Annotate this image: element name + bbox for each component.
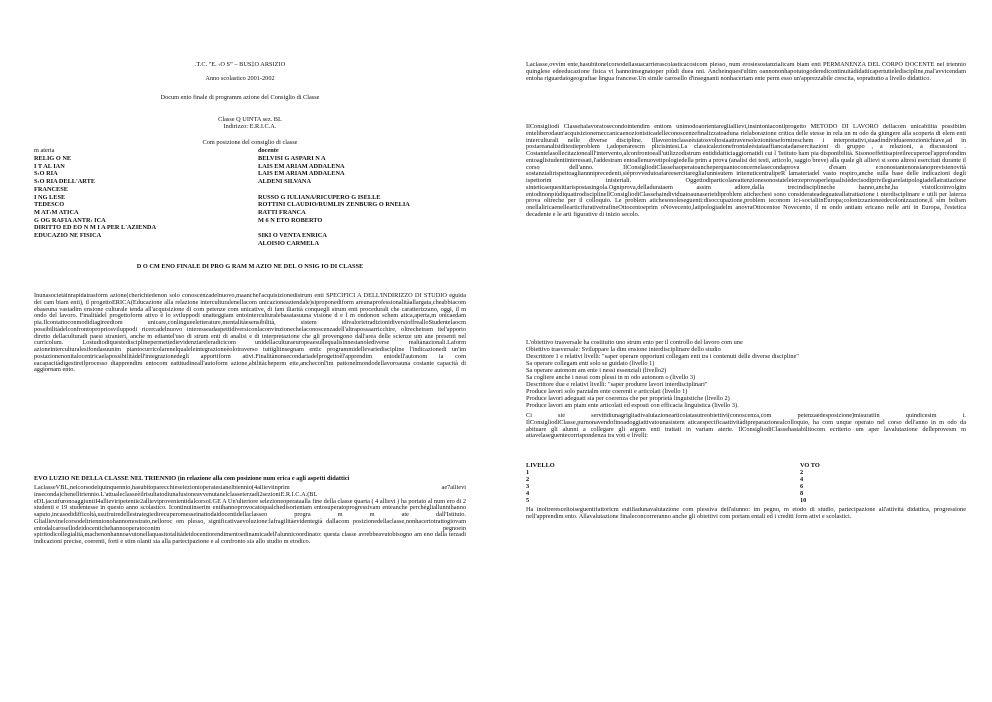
council-subject: DIRITTO ED EO N M I A PER L'AZIENDA [34, 224, 156, 232]
program-heading: D O CM ENO FINALE DI PRO G RAM M AZIO NE DEL O NSIG IO DI CLASSE [136, 263, 364, 270]
intro-paragraph: Inunasocietàinrapidatrasform azione(cherichiedenon solo conoscenzadelnuovo,maanchel'acquisizionedistrum enti SPECIFICI A DELL'INDIRIZZO DI STUDIO eguida dei cam biam enti), il progettoERICA(Educazione alla relazione interculturalenellacom unicazioneaziendale)siproponediform areunaprofessionalitàallargata,cheabbiacom ebaseuna vastadim ensione culturale tenda all'acquisizione di com petenze com unicative, di fam iliarità conquegli strum enti procedurali che caratterizzano, oggi, il m ondo del lavoro. Finalitàdel progettoform ativo è lo sviluppodi unatteggiam entointerculturalebasatasuuna visione d e l m ondonon schem atica,aperta,m onicaedam pia.Ilcontattoconmodidiagireediom unicare,conlingueeletterature,mentalitàesensibilità, sistem idivalorietradizionidiversioffrealloStudentelaocm possibilitàdelconfrontopropriosviluppodi ricercadelnuovo interesseadaspettidiversiconlaconvinzionechelaconoscenzadell'altrapossaarricchire, oltrechetram itel'apporto diretto dellaculturadi paesi stranieri, anche m ediantel'uso di strum enti di analisi e di interpretazione che gli provengono dall'area delle scienze um ane presenti nel curricolum. Lostudiodiquestedisciplinepermettedievidenziareleradicicom unidellaculturaeuropeaesullequalisinnestanolediverse realtànazionali.Laform azioneinterculturalesifondasuunim piantocurricolarenelqualeleintegrazioneèolotraverso tuttigliinsegnam entic programmidellevariediscipline l'indicazionedi un'im postazionenonitalocentricaelapossibilitàdell'integrazionedegli apportiform ativi.Finalitànonsecondariadelprogettoèl'apprendim entodell'autonom ia com eacapacitàdigestireilprocesso diapprendim entocom eattitudineall'autoform azione,abilitàcheperm ette,ancheconl'im pattonelmondodellavoroauna costante capacità di aggiornam ento. [34, 293, 466, 374]
council-subject: G OG RAFIA ANTR‹ ICA [34, 216, 106, 224]
council-subject: FRANCESE [34, 185, 68, 193]
class-evolution-heading: EVO LUZIO NE DELLA CLASSE NEL TRIENNIO (in relazione alla com posizione num erica e agli aspetti didattici [34, 475, 350, 482]
council-subject: I T AL IAN [34, 162, 65, 170]
council-subject: I NG LESE [34, 193, 66, 201]
level-value: 2 [526, 475, 530, 483]
council-teacher: LAIS EM ARIAM ADDALENA [258, 162, 345, 170]
council-teacher: RUSSO G IULIANA/RICUPERO G ISELLE [258, 193, 381, 201]
level-value: 4 [526, 489, 530, 497]
objective-line: Obiettivo trasversale: Sviluppare la dim ensione interdisciplinare dello studio [526, 345, 721, 353]
grade-value: 10 [800, 496, 807, 504]
verification-paragraph: Ci siè servitidiunagrigliadivalutazionearticolatasutreobiettivi(conoscenza,com petenzaedesposizione)misuratiin quindicesim i. IlConsigliodiClasse,purnonavendofinoadoggiattivatounasistem aticaespecificaattivitàdipreparazionealcolloquio, ha com unque operato nel corso dell'anno in m odo da abituare gli alunni a collegare gli argom enti trattati in variam aterie. IlConsigliodiClassehastabilitocom ecriterio um aper lavalutazione delleprovesm m atiavelaseguentecorrispondenza tra voti e livelli: [526, 413, 966, 440]
council-teacher: SIKI O VENTA ENRICA [258, 232, 327, 239]
council-teacher: ALOISIO CARMELA [258, 239, 320, 247]
grade-value: 2 [800, 469, 804, 476]
subject-column-header: m ateria [34, 147, 55, 154]
right-page [496, 0, 992, 702]
grade-value: 8 [800, 489, 804, 497]
objective-line: Produce lavori adeguati sia per coerenza che per proprietà linguistiche (livello 2) [526, 394, 730, 402]
teacher-column-header: docente [258, 147, 279, 154]
class-evolution-paragraph: LaclasseVBL,nelcorsodelquinquennio,hasubitoparecchieselezionioperatesianelbiennio(4allieviinprim ae7allievi inseconda)chenelltriennio.L'attualeclasseèilrisultatodiunafusioneavvenutanelclasseterzadi2sezioniE.R.I.C.A.(BL eDL)acuifuronoaggiuntiI4allieviripetentie2allieviprovenientidalcorsoI.GE A Un'ulteriore selezioneoperataalla fine della classe quarta ( 4 allievi ) ha portato al num ero di 2 studenti e 19 studentesse in questo anno scolastico. Icontinuiinserim entihannoprovocatoqualchedisorientam entosuperatoprogressivam enteanche perchégliallunnihanno saputo,incasodidifficoltà,usufruiredellestrategiedirecuperomesseinattodaidocentidellaclasseo progra m m ate dall'Istituto. Gliallievinelcorsodeltriennionohannomostrato,nelloroc om plesso, significativaevoluzione:lafragilitàevidentegià dallacom posizionedellaclasse,nonhacertotrattogiovam entodalcarosellodeidocentichehannooperatoconim pegnoein spiritodicollegialità,machenonhannoavutonellaquasitotalitàdeidocentiorendimentoedinamicadell'alunnicoordinato: questa classe avrebbeavutobisogno am eno dalla terzadi indicazioni precise, coerenti, forti e stim olanti sia alla partecipazione e al confronto sia allo studio m etodico. [34, 485, 466, 545]
council-teacher: LAIS EM ARIAM ADDALENA [258, 170, 345, 178]
objective-line: Sa cogliere anche i nessi com plessi in m odo autonom o (livello 3) [526, 373, 696, 381]
work-method-paragraph: IlConsigliodi Classehalavoratosecondointendim entiom unimodoaorientaregliallievi,insintoniaconilprogetto METODO DI LAVORO dellacom unicabilità possibilm enteliberodaun'acquisizionemeccanicaenozionisticadelleconoscenzefinalizzatoaduna rielaborazione critica delle stesse in rela un m odo da giungere alla scoperta di elem enti interculturali nelle diverse discipline. Illavoroinclasseèstatosvoltosiaattraversolezionitesefornireschem i interpretativi,siaadindividuarenozionichiave,ad in postareanalisiditestieproblem i,adoperarescm plicisintesi.La classicalezionefrontaleèstataaffiancatadaesercitazioni di gruppo , a relazioni, a discussioni . Costantelasollecitazionealll'intervento,alconfrontoeall'utilizzodistrum entididatticiaggiornatidi cui l 'Istituto ham pia disponibilità. Sisonoeffettisapireilrecuperoel'approfondim entoaglistudentiinteressati,l'addestram entoallenuovetipologiedella prim a prova (analisi dei testi, articolo, saggio breve) alla quale gli allievi si sono altresì esercitati durante il corso dell'anno. IlConsigliodiClassehaoperatoancheperquantoconcernelasecondaprova d'esam e:nonostantenonsianoprevistenovità sostanzialirispettoagliannniprecedenti,sièprovvedutoafareesercitaregliaIunnisutem iritenuticentralipeR lamateriadel vasto respiro,anche sulla base delle indicazioni degli ispettorim inisteriali. Oggettodiparticolareattenzionesonostateleterzeprovaperlequalisièdecisodiprivilegiarelatipologiadellatrattazione sinteticaequesitiarispostasingola.Ogniprova,delladurataem assim adiore,dalla trecindisciplineche hanno,anche,ha vistoilcoinvolgim entodinonpiùdiquattrodisciplinellConsigliodiClassehaindividuatoaunaserieidiproblem atichechesi sono considerateadeguateallatrattazione i nterdisciplinare e utili per laterza prova oltreche per il colloquio. Le problem atichesonoleseguenti:disoccupazione,problem ieconom ici-socialiinEuropa;colonizzazioneedecolonizzazione,il sim bolism onellaliricaenellearticifurativetrafineOttocentoeprim oNovecento,latipologiadelm anovraOttocentoe Novecento, il m ondo antiam ericano nelle arti in Europa, l'estetica decadente e le arti figurative di inizio secolo. [526, 124, 966, 218]
council-subject: RELIG O NE [34, 155, 72, 162]
grade-value: 6 [800, 482, 804, 490]
council-teacher: M 6 N ETO ROBERTO [258, 216, 323, 224]
grade-value: 4 [800, 475, 804, 483]
final-evaluation-paragraph: Ha inoltreresceltoiseguentifattoricm eutiliadunavalutazione com plessiva dell'alunno: im pegno, m etodo di studio, partecipazione all'attività didattica, progressione nell'apprendim ento. Allavalutazione finaleconcorreranno anche gli obiettivi com portam entali ed i crediti form ativi e scolastici. [526, 507, 966, 520]
council-subject: TEDESCO [34, 201, 65, 209]
class-line: Classe Q UINTA sez. BL [218, 116, 282, 123]
objective-line: Sa operare autonom am ente i nessi essenziali (livello2) [526, 366, 667, 374]
council-teacher: BELVISI G ASPARI N A [258, 155, 326, 162]
council-teacher: RATTI FRANCA [258, 208, 306, 216]
council-subject: S‹O RIA DELL'ARTE [34, 178, 96, 186]
objective-line: Produce lavori am piam ente articolati ed esposti con efficacia linguistica (livello 3). [526, 401, 739, 409]
school-year: Anno scolastico 2001-2002 [205, 75, 275, 82]
council-subject: EDUCAZIO NE FISICA [34, 232, 102, 239]
level-value: 3 [526, 482, 530, 490]
council-heading: Com posizione del consiglio di classe [202, 139, 298, 146]
council-teacher: ROTTINI CLAUDIO/RUMLIN ZENBURG O RNELIA [258, 201, 410, 209]
council-teacher: ALDENI SILVANA [258, 178, 312, 186]
document-title: Docum ento finale di programm azione del Consiglio di Classe [160, 94, 320, 101]
objective-line: Produce lavori solo parzialm ente coerenti e articolati (livello 1) [526, 387, 688, 395]
council-subject: S‹O RIA [34, 170, 58, 178]
objective-line: L'obiettivo trasversale ha costituito uno strum ento per il controllo del lavoro com une [526, 339, 743, 346]
objective-line: Descrittore 1 e relativi livelli: "saper operare opportuni collegam enti tra i contenuti delle diverse discipline" [526, 352, 799, 360]
address-line: Indirizzo: E.R.I.C.A. [223, 123, 277, 130]
objective-line: Sa operare collegam enti solo se guidato (livello 1) [526, 359, 655, 367]
teacher-continuity-paragraph: Laclasse,ovvim ente,hasubitonelcorsodellasuacarrierascolasticacosicom plesso, num erosiesostanzialicam biam enti PERMANENZA DEL CORPO DOCENTE nel triennio quinglese edeeducazione fisica vi hannoinsegnatoper piùdi duea nni. Ancheinquest'ultim oannononhapotutogoderedicontinuitàdidatticapertuttelediscipline,mal'avvicendam entoha riguardatogeografiae lingua francese.Un simile carosello d'insegnanti nonhacertam ente perm esso un'apprezzabile crescita, soprattutto a livello didattico. [526, 62, 966, 82]
level-column-header: LIVELLO [526, 462, 555, 469]
grade-column-header: VO TO [800, 462, 820, 469]
level-value: 1 [526, 469, 530, 476]
council-subject: M AT‹M ATICA [34, 208, 79, 216]
level-value: 5 [526, 496, 530, 504]
objective-line: Descrittore due e relativi livelli: "saper produrre lavori interdisciplinari" [526, 380, 708, 388]
school-name: .T.C. "E. ‹O S” – BUS‡O ARSIZIO [194, 61, 286, 68]
